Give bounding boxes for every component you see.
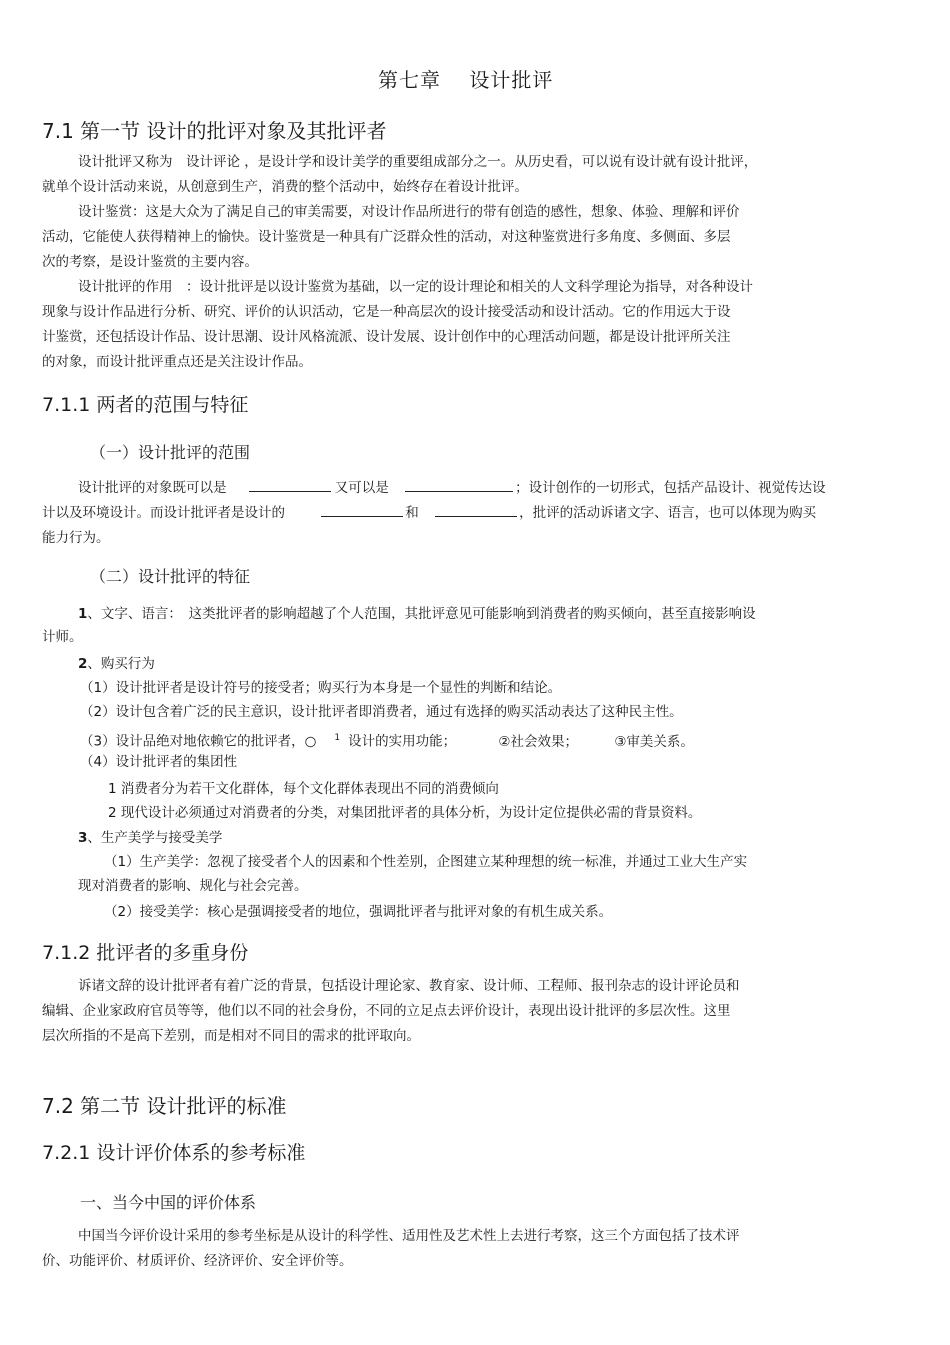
paragraph-line: 设计批评又称为 设计评论 ，是设计学和设计美学的重要组成部分之一。从历史看，可以说有设计就有设计批评，: [78, 154, 758, 170]
subheading-features: （二）设计批评的特征: [90, 567, 251, 586]
text-run: 、文字、语言： 这类批评者的影响超越了个人范围，其批评意见可能影响到消费者的购买倾向，甚至直接影响设: [87, 606, 756, 622]
list-item: 1 消费者分为若干文化群体，每个文化群体表现出不同的消费倾向: [108, 781, 499, 797]
fill-in-blank[interactable]: [435, 502, 517, 517]
paragraph-line: 次的考察，是设计鉴赏的主要内容。: [42, 254, 258, 270]
fill-in-blank[interactable]: [321, 502, 403, 517]
paragraph-line: 能力行为。: [42, 530, 110, 546]
paragraph-line: 现象与设计作品进行分析、研究、评价的认识活动，它是一种高层次的设计接受活动和设计活动。它的作用远大于设: [42, 304, 731, 320]
paragraph-line: 中国当今评价设计采用的参考坐标是从设计的科学性、适用性及艺术性上去进行考察，这三个方面包括了技术评: [78, 1228, 740, 1244]
paragraph-line: 现对消费者的影响、规化与社会完善。: [78, 878, 308, 894]
paragraph-line: 计鉴赏，还包括设计作品、设计思潮、设计风格流派、设计发展、设计创作中的心理活动问题，都是设计批评所关注: [42, 329, 731, 345]
text-run: 、购买行为: [87, 656, 155, 672]
text-run: 和: [405, 505, 419, 521]
paragraph-line: 价、功能评价、材质评价、经济评价、安全评价等。: [42, 1253, 353, 1269]
text-run: ②社会效果；: [498, 733, 579, 750]
feature-3-title: [78, 826, 222, 851]
section-7-1-2-heading: 7.1.2 批评者的多重身份: [42, 942, 249, 964]
list-item: 2 现代设计必须通过对消费者的分类，对集团批评者的具体分析，为设计定位提供必需的背景资料。: [108, 805, 702, 821]
list-item: （1）生产美学：忽视了接受者个人的因素和个性差别，企图建立某种理想的统一标准，并通过工业大生产实: [104, 854, 748, 870]
text-run: ，批评的活动诉诸文字、语言，也可以体现为购买: [519, 505, 817, 521]
text-run: ③审美关系。: [614, 733, 694, 750]
text-run: 又可以是: [334, 480, 389, 496]
paragraph-line: 设计鉴赏：这是大众为了满足自己的审美需要，对设计作品所进行的带有创造的感性，想象、体验、理解和评价: [78, 204, 740, 220]
section-7-2-heading: 7.2 第二节 设计批评的标准: [42, 1094, 287, 1118]
paragraph-line: 设计批评的作用 ：设计批评是以设计鉴赏为基础，以一定的设计理论和相关的人文科学理论为指导，对各种设计: [78, 279, 753, 295]
list-number: 3: [78, 830, 88, 846]
list-item: （4）设计批评者的集团性: [80, 754, 238, 770]
fill-in-blank[interactable]: [405, 477, 513, 492]
subheading-china-system: 一、当今中国的评价体系: [80, 1193, 257, 1212]
subheading-scope: （一）设计批评的范围: [90, 443, 251, 462]
chapter-title: 第七章 设计批评: [378, 68, 554, 92]
text-run: 设计批评的对象既可以是: [78, 480, 227, 496]
paragraph-line: 的对象，而设计批评重点还是关注设计作品。: [42, 354, 312, 370]
paragraph-line: 计师。: [42, 629, 83, 645]
feature-2-title: [78, 652, 155, 677]
text-run: 计以及环境设计。而设计批评者是设计的: [42, 505, 285, 521]
list-item: （1）设计批评者是设计符号的接受者；购买行为本身是一个显性的判断和结论。: [80, 680, 562, 696]
list-number: 2: [78, 656, 88, 672]
section-7-2-1-heading: 7.2.1 设计评价体系的参考标准: [42, 1142, 306, 1164]
text-run: 设计的实用功能；: [348, 733, 457, 750]
section-7-1-1-heading: 7.1.1 两者的范围与特征: [42, 394, 249, 416]
paragraph-line: 诉诸文辞的设计批评者有着广泛的背景，包括设计理论家、教育家、设计师、工程师、报刊杂志的设计评论员和: [78, 978, 740, 994]
paragraph-line: [42, 501, 816, 526]
paragraph-line: [78, 476, 826, 501]
text-run: （3）设计品绝对地依赖它的批评者，○: [80, 733, 317, 750]
paragraph-line: 编辑、企业家政府官员等等，他们以不同的社会身份，不同的立足点去评价设计，表现出设计批评的多层次性。这里: [42, 1003, 731, 1019]
paragraph-line: 活动，它能使人获得精神上的愉快。设计鉴赏是一种具有广泛群众性的活动，对这种鉴赏进行多角度、多侧面、多层: [42, 229, 731, 245]
superscript: 1: [334, 733, 341, 743]
list-item: （2）设计包含着广泛的民主意识，设计批评者即消费者，通过有选择的购买活动表达了这种民主性。: [80, 704, 683, 720]
text-run: ；设计创作的一切形式，包括产品设计、视觉传达设: [515, 480, 826, 496]
paragraph-line: 层次所指的不是高下差别，而是相对不同目的需求的批评取向。: [42, 1028, 420, 1044]
text-run: 、生产美学与接受美学: [87, 830, 223, 846]
section-7-1-heading: 7.1 第一节 设计的批评对象及其批评者: [42, 119, 387, 143]
list-item: （2）接受美学：核心是强调接受者的地位，强调批评者与批评对象的有机生成关系。: [104, 904, 613, 920]
list-number: 1: [78, 606, 88, 622]
feature-1-line: [78, 602, 756, 627]
paragraph-line: 就单个设计活动来说，从创意到生产，消费的整个活动中，始终存在着设计批评。: [42, 179, 528, 195]
fill-in-blank[interactable]: [249, 477, 331, 492]
